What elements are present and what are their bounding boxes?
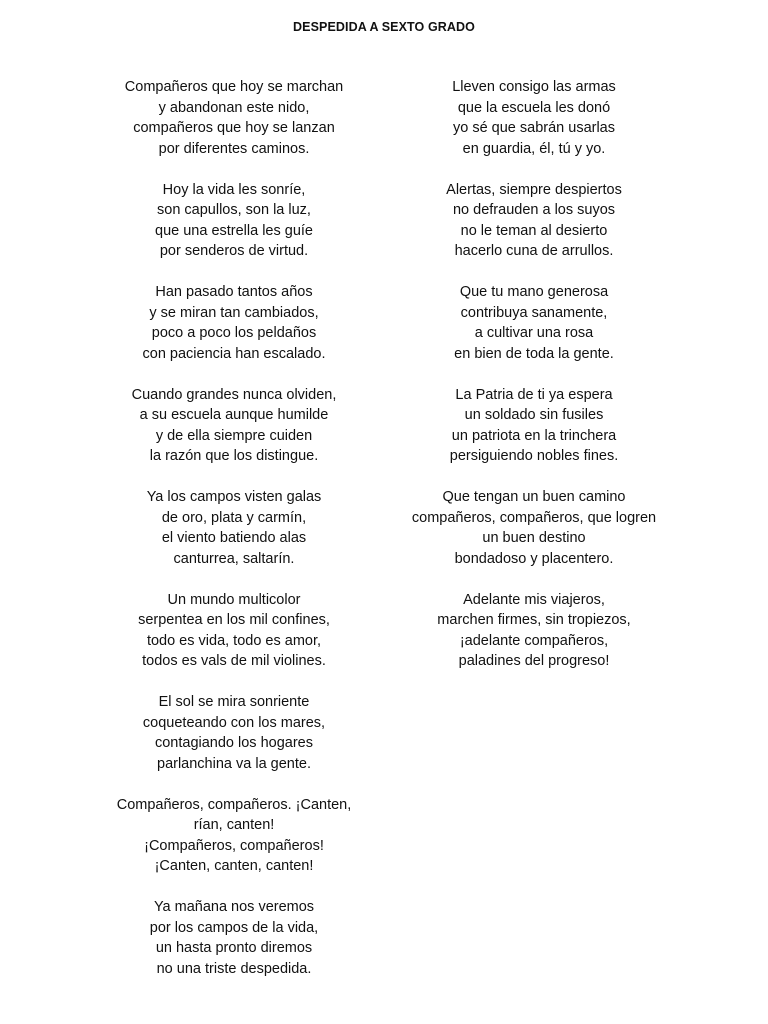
poem-line: la razón que los distingue. [149, 448, 319, 464]
poem-line: paladines del progreso! [458, 653, 610, 669]
poem-line: un hasta pronto diremos [155, 940, 313, 956]
poem-line: poco a poco los peldaños [151, 325, 317, 341]
poem-line: Compañeros que hoy se marchan [124, 79, 344, 95]
poem-line: canturrea, saltarín. [173, 550, 295, 567]
poem-line: Lleven consigo las armas [452, 79, 616, 95]
poem-line: con paciencia han escalado. [142, 345, 326, 362]
poem-line: persiguiendo nobles fines. [449, 448, 619, 464]
poem-line: parlanchina va la gente. [157, 755, 311, 772]
poem-line: contagiando los hogares [154, 735, 313, 751]
poem-line: no una triste despedida. [156, 960, 312, 977]
poem-line: en guardia, él, tú y yo. [462, 140, 606, 157]
poem-line: Hoy la vida les sonríe, [162, 181, 306, 198]
poem-line: todos es vals de mil violines. [142, 653, 326, 669]
poem-line: rían, canten! [193, 817, 275, 833]
poem-right-column [384, 77, 684, 692]
poem-line: son capullos, son la luz, [157, 202, 311, 218]
poem-line: compañeros, compañeros, que logren [411, 509, 657, 526]
poem-line: contribuya sanamente, [460, 304, 608, 321]
poem-line: que la escuela les donó [457, 99, 611, 116]
poem-stanza [84, 77, 384, 159]
poem-line: un patriota en la trinchera [451, 427, 617, 444]
poem-line: bondadoso y placentero. [454, 550, 614, 567]
poem-stanza [84, 282, 384, 364]
poem-line: Adelante mis viajeros, [463, 591, 605, 608]
poem-stanza [384, 77, 684, 159]
poem-line: El sol se mira sonriente [158, 694, 310, 710]
poem-line: coqueteando con los mares, [142, 714, 326, 731]
poem-stanza [84, 897, 384, 979]
poem-stanza [384, 590, 684, 672]
poem-line: que una estrella les guíe [155, 222, 313, 239]
poem-line: marchen firmes, sin tropiezos, [437, 612, 631, 628]
poem-stanza [384, 385, 684, 467]
poem-line: Que tengan un buen camino [442, 489, 626, 505]
poem-stanza [84, 385, 384, 467]
poem-line: y se miran tan cambiados, [149, 304, 319, 321]
poem-line: Cuando grandes nunca olviden, [131, 386, 337, 403]
poem-line: no defrauden a los suyos [452, 202, 616, 218]
poem-line: Ya los campos visten galas [146, 489, 322, 505]
poem-line: Un mundo multicolor [167, 591, 301, 608]
poem-line: serpentea en los mil confines, [138, 612, 330, 628]
poem-line: ¡Canten, canten, canten! [154, 858, 314, 874]
poem-line: ¡adelante compañeros, [459, 632, 609, 649]
poem-line: un soldado sin fusiles [464, 407, 604, 423]
poem-left-column [84, 77, 384, 1000]
poem-stanza [384, 487, 684, 569]
poem-line: La Patria de ti ya espera [455, 386, 613, 403]
poem-stanza [384, 282, 684, 364]
poem-line: Compañeros, compañeros. ¡Canten, [116, 796, 352, 813]
poem-stanza [84, 180, 384, 262]
poem-line: todo es vida, todo es amor, [146, 632, 322, 649]
poem-line: por los campos de la vida, [149, 919, 319, 936]
poem-line: por diferentes caminos. [158, 140, 310, 157]
poem-line: y abandonan este nido, [158, 99, 310, 116]
poem-line: por senderos de virtud. [159, 243, 309, 259]
poem-line: yo sé que sabrán usarlas [452, 120, 615, 136]
poem-title: DESPEDIDA A SEXTO GRADO [293, 20, 475, 34]
poem-line: Alertas, siempre despiertos [446, 181, 622, 198]
poem-stanza [84, 590, 384, 672]
poem-line: de oro, plata y carmín, [161, 509, 307, 526]
poem-stanza [84, 487, 384, 569]
poem-line: Han pasado tantos años [155, 284, 313, 300]
poem-stanza [84, 795, 384, 877]
poem-line: a cultivar una rosa [474, 325, 594, 341]
poem-line: a su escuela aunque humilde [139, 407, 329, 423]
poem-stanza [384, 180, 684, 262]
poem-line: no le teman al desierto [460, 222, 608, 239]
poem-line: en bien de toda la gente. [454, 345, 614, 362]
poem-line: compañeros que hoy se lanzan [133, 120, 335, 136]
poem-stanza [84, 692, 384, 774]
poem-line: un buen destino [482, 530, 586, 546]
poem-line: ¡Compañeros, compañeros! [144, 837, 324, 854]
poem-line: hacerlo cuna de arrullos. [454, 243, 614, 259]
poem-line: y de ella siempre cuiden [155, 427, 313, 444]
poem-line: Ya mañana nos veremos [153, 899, 315, 915]
poem-line: el viento batiendo alas [161, 530, 307, 546]
poem-line: Que tu mano generosa [459, 284, 609, 300]
